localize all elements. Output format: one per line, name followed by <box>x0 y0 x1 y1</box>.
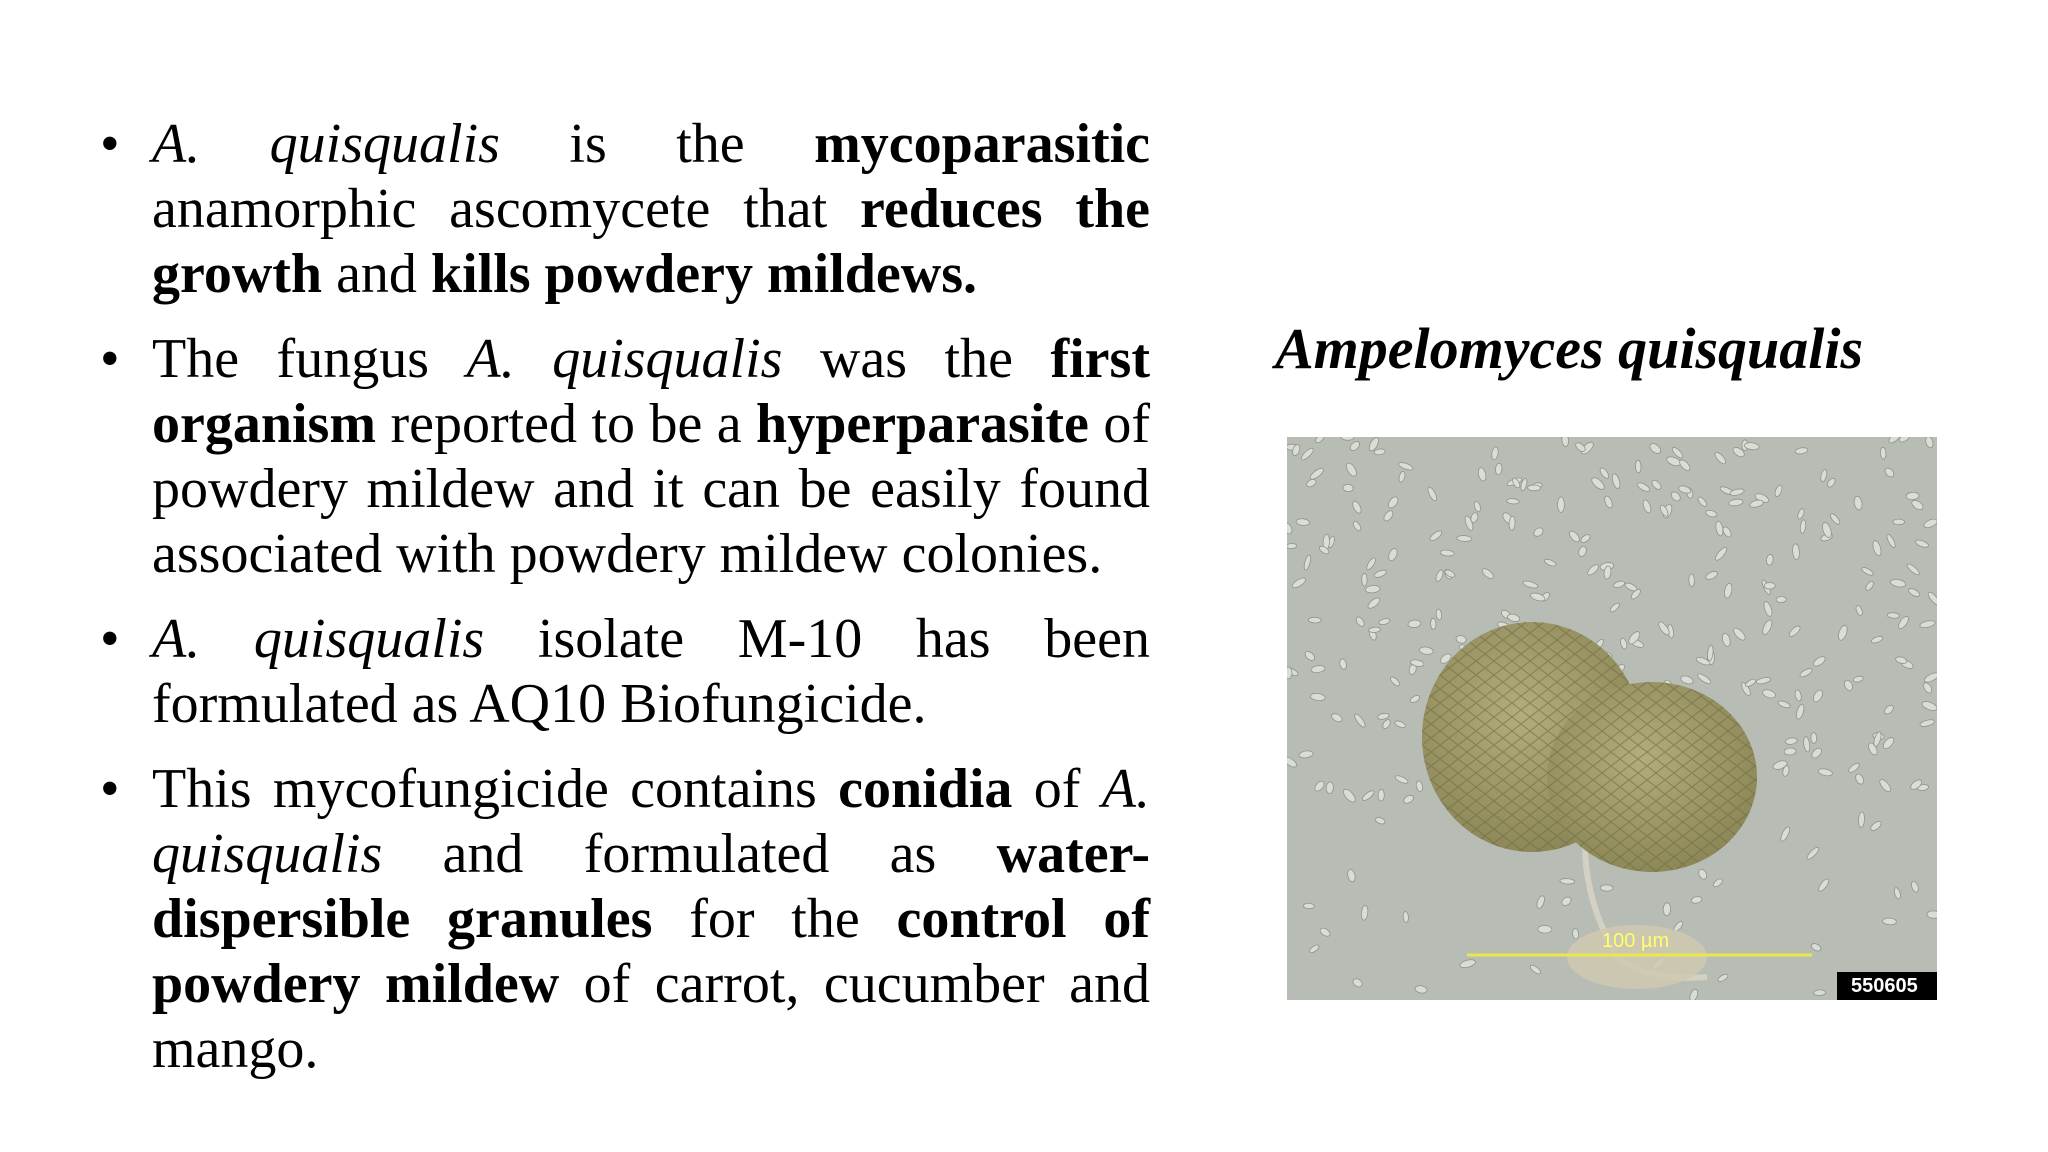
image-id-tag: 550605 <box>1837 972 1937 1000</box>
conidium <box>1287 543 1297 549</box>
conidium <box>1764 583 1775 590</box>
conidium <box>1558 497 1565 512</box>
conidium <box>1403 911 1409 922</box>
bullet-text-run: of powdery mildew and it can be easily found associated with powdery mildew colonies. <box>152 393 1150 585</box>
conidium <box>1572 928 1579 939</box>
bullet-text-run: for the <box>652 888 897 950</box>
bullet-item <box>100 112 1150 307</box>
conidium <box>1906 492 1919 500</box>
conidium <box>1287 667 1292 679</box>
bullet-item <box>100 757 1150 1082</box>
bullet-text-run: This mycofungicide contains <box>152 758 839 820</box>
conidium <box>1430 618 1436 629</box>
bullet-text-run: A. quisqualis <box>152 758 1150 885</box>
conidium <box>1663 903 1671 916</box>
conidium <box>1303 903 1314 909</box>
bullet-text-run: and formulated as <box>382 823 997 885</box>
bullet-marker: • <box>100 113 120 175</box>
bullet-text-run: of carrot, cucumber and mango. <box>152 953 1150 1080</box>
bullet-text-run: control of powdery mildew <box>152 888 1150 1015</box>
bullet-text-run: A. quisqualis <box>152 113 500 175</box>
bullet-text-run: A. quisqualis <box>152 608 485 670</box>
bullet-text-run: isolate M-10 has been formulated as AQ10 Biofungicide. <box>152 608 1151 735</box>
bullet-text-run: hyperparasite <box>756 393 1089 455</box>
scale-label: 100 µm <box>1602 930 1670 952</box>
micrograph-drawing <box>1287 437 1937 1000</box>
conidium <box>1362 573 1368 586</box>
conidium <box>1600 885 1613 891</box>
conidium <box>1689 574 1695 587</box>
bullet-marker: • <box>100 328 120 390</box>
bullet-marker: • <box>100 758 120 820</box>
conidium <box>1813 990 1825 996</box>
bullet-marker: • <box>100 608 120 670</box>
conidium <box>1527 485 1540 491</box>
figure-title: Ampelomyces quisqualis <box>1275 316 1864 381</box>
bullet-text-run: first organism <box>152 328 1150 455</box>
bullet-text-run: A. quisqualis <box>466 328 783 390</box>
conidium <box>1893 519 1905 525</box>
bullet-text-run: The fungus <box>152 328 467 390</box>
bullet-text-run: is the <box>499 113 815 175</box>
bullet-text-run: reported to be a <box>376 393 757 455</box>
bullet-text-run: reduces the growth <box>152 178 1150 305</box>
bullet-list <box>100 112 1150 1102</box>
bullet-item <box>100 327 1150 587</box>
bullet-text-run: conidia <box>838 758 1013 820</box>
conidium <box>1308 617 1321 623</box>
bullet-text-run: kills powdery mildews. <box>430 243 977 305</box>
conidium <box>1880 447 1886 459</box>
bullet-text-run: water-dispersible granules <box>152 823 1150 950</box>
bullet-text-run: and <box>322 243 431 305</box>
conidium <box>1538 925 1552 933</box>
bullet-text-run: anamorphic ascomycete that <box>152 178 861 240</box>
bullet-item <box>100 607 1150 737</box>
conidium <box>1811 733 1817 744</box>
conidium <box>1635 460 1641 473</box>
conidium <box>1378 789 1384 801</box>
conidium <box>1776 596 1786 602</box>
bullet-text-run: mycoparasitic <box>814 113 1151 175</box>
micrograph-image <box>1287 437 1937 1000</box>
bullet-text-run: was the <box>782 328 1051 390</box>
bullet-text-run: of <box>1012 758 1102 820</box>
